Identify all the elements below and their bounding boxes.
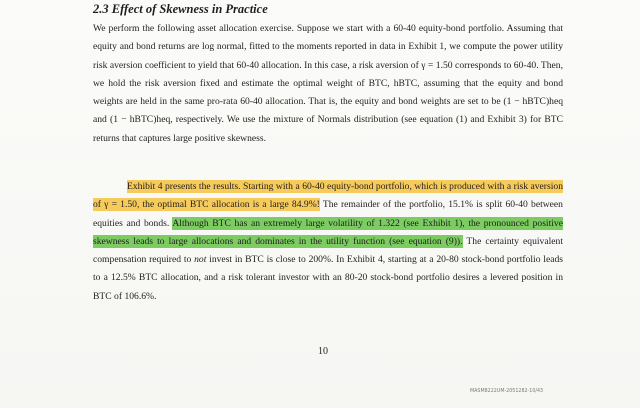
highlight-green-passage: Although BTC has an extremely large volatility of 1.322 (see Exhibit 1), the pronounced positive skewness leads to large allocations and dominates in the utility function (see equation (9)). [93, 217, 563, 247]
page-number: 10 [318, 346, 328, 357]
highlight-yellow-passage: Exhibit 4 presents the results. Starting with a 60-40 equity-bond portfolio, which is produced with a risk aversion of γ = 1.50, the optimal BTC allocation is a large 84.9%! [93, 181, 563, 211]
paragraph-2 [93, 178, 563, 306]
paragraph-2-text: The remainder of the portfolio, 15.1% is split 60-40 between equities and bonds. [93, 199, 563, 229]
footer-code: MASM8222UM-2051282-10/43 [470, 389, 544, 394]
paragraph-2-text: invest in BTC is close to 200%. In Exhibit 4, starting at a 20-80 stock-bond portfolio leads to a 12.5% BTC allocation, and a risk tolerant investor with an 80-20 stock-bond portfolio desires a levered position in BTC of 106.6%. [93, 254, 564, 302]
section-heading: 2.3 Effect of Skewness in Practice [93, 2, 268, 16]
paragraph-1: We perform the following asset allocation exercise. Suppose we start with a 60-40 equity-bond portfolio. Assuming that equity and bond returns are log normal, fitted to the moments reported in data in Exhibit 1, we compute the power utility risk aversion coefficient to yield that 60-40 allocation. In this case, a risk aversion of γ = 1.50 corresponds to 60-40. Then, we hold the risk aversion fixed and estimate the optimal weight of BTC, hBTC, assuming that the equity and bond weights are held in the same pro-rata 60-40 allocation. That is, the equity and bond weights are set to be (1 − hBTC)heq and (1 − hBTC)heq, respectively. We use the mixture of Normals distribution (see equation (1) and Exhibit 3) for BTC returns that captures large positive skewness. [93, 23, 563, 144]
paragraph-2-text: The certainty equivalent compensation required to [93, 235, 563, 266]
emphasis-not: not [194, 254, 207, 266]
